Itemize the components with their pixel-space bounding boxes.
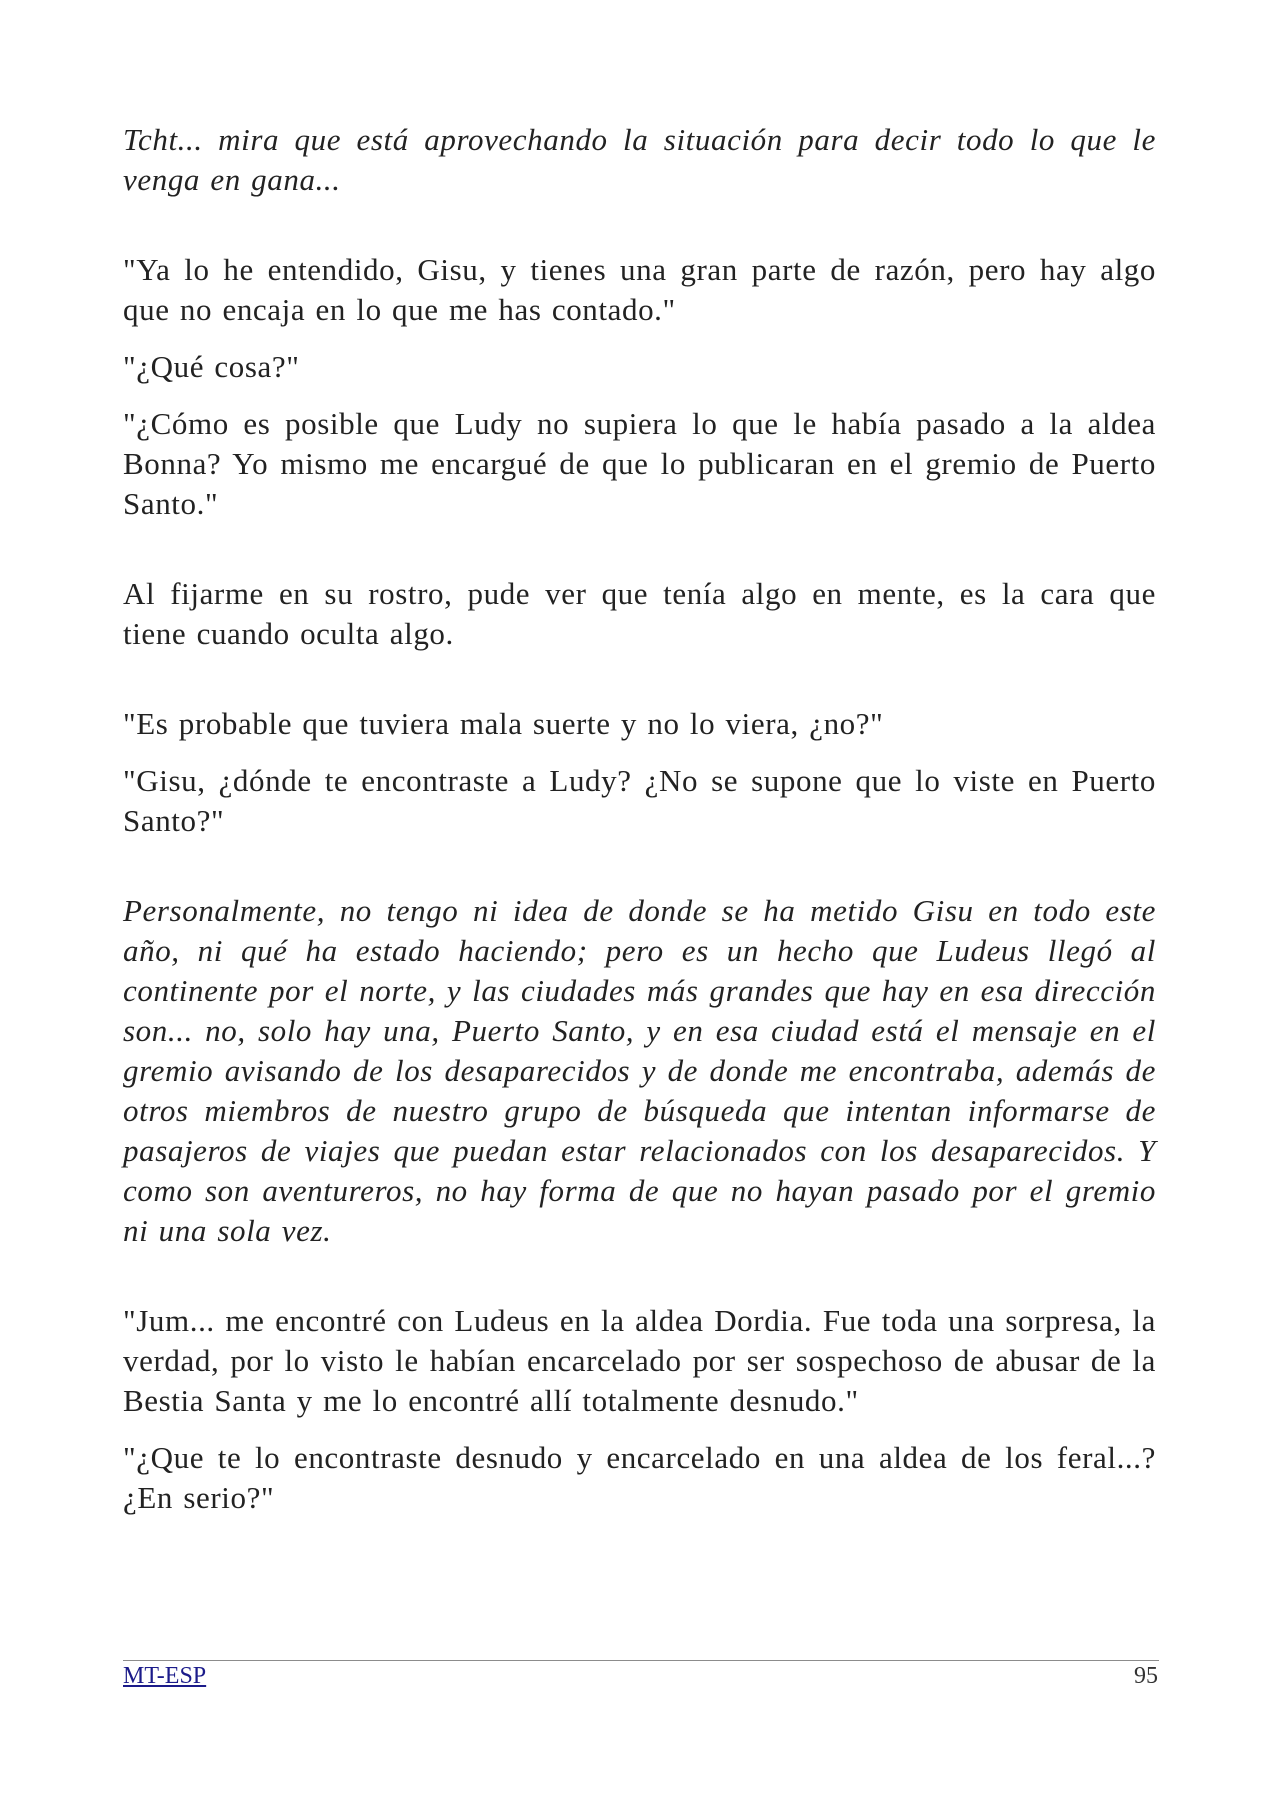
paragraph-dialogue-3: "¿Cómo es posible que Ludy no supiera lo que le había pasado a la aldea Bonna? Yo mismo me encargué de que lo publicaran en el gremio de Puerto Santo." bbox=[123, 406, 1156, 521]
paragraph-dialogue-2: "¿Qué cosa?" bbox=[123, 349, 300, 384]
paragraph-dialogue-6: "Jum... me encontré con Ludeus en la aldea Dordia. Fue toda una sorpresa, la verdad, por lo visto le habían encarcelado por ser sospechoso de abusar de la Bestia Santa y me lo encontré allí totalmente desnudo." bbox=[123, 1303, 1156, 1418]
paragraph-dialogue-7: "¿Que te lo encontraste desnudo y encarcelado en una aldea de los feral...? ¿En serio?" bbox=[123, 1440, 1156, 1515]
paragraph-inner-thought-2: Personalmente, no tengo ni idea de donde se ha metido Gisu en todo este año, ni qué ha estado haciendo; pero es un hecho que Ludeus llegó al continente por el norte, y las ciudades más grandes que hay en esa dirección son... no, solo hay una, Puerto Santo, y en esa ciudad está el mensaje en el gremio avisando de los desaparecidos y de donde me encontraba, además de otros miembros de nuestro grupo de búsqueda que intentan informarse de pasajeros de viajes que puedan estar relacionados con los desaparecidos. Y como son aventureros, no hay forma de que no hayan pasado por el gremio ni una sola vez. bbox=[123, 893, 1156, 1248]
page-number: 95 bbox=[1134, 1663, 1158, 1689]
paragraph-dialogue-4: "Es probable que tuviera mala suerte y no lo viera, ¿no?" bbox=[123, 706, 884, 741]
paragraph-dialogue-5: "Gisu, ¿dónde te encontraste a Ludy? ¿No se supone que lo viste en Puerto Santo?" bbox=[123, 763, 1156, 838]
page-body bbox=[123, 120, 1156, 1518]
footer-divider bbox=[123, 1660, 1159, 1661]
paragraph-inner-thought-1: Tcht... mira que está aprovechando la situación para decir todo lo que le venga en gana... bbox=[123, 122, 1156, 197]
paragraph-narration-1: Al fijarme en su rostro, pude ver que tenía algo en mente, es la cara que tiene cuando oculta algo. bbox=[123, 576, 1156, 651]
footer-link[interactable]: MT-ESP bbox=[123, 1663, 207, 1689]
paragraph-dialogue-1: "Ya lo he entendido, Gisu, y tienes una gran parte de razón, pero hay algo que no encaja en lo que me has contado." bbox=[123, 252, 1156, 327]
